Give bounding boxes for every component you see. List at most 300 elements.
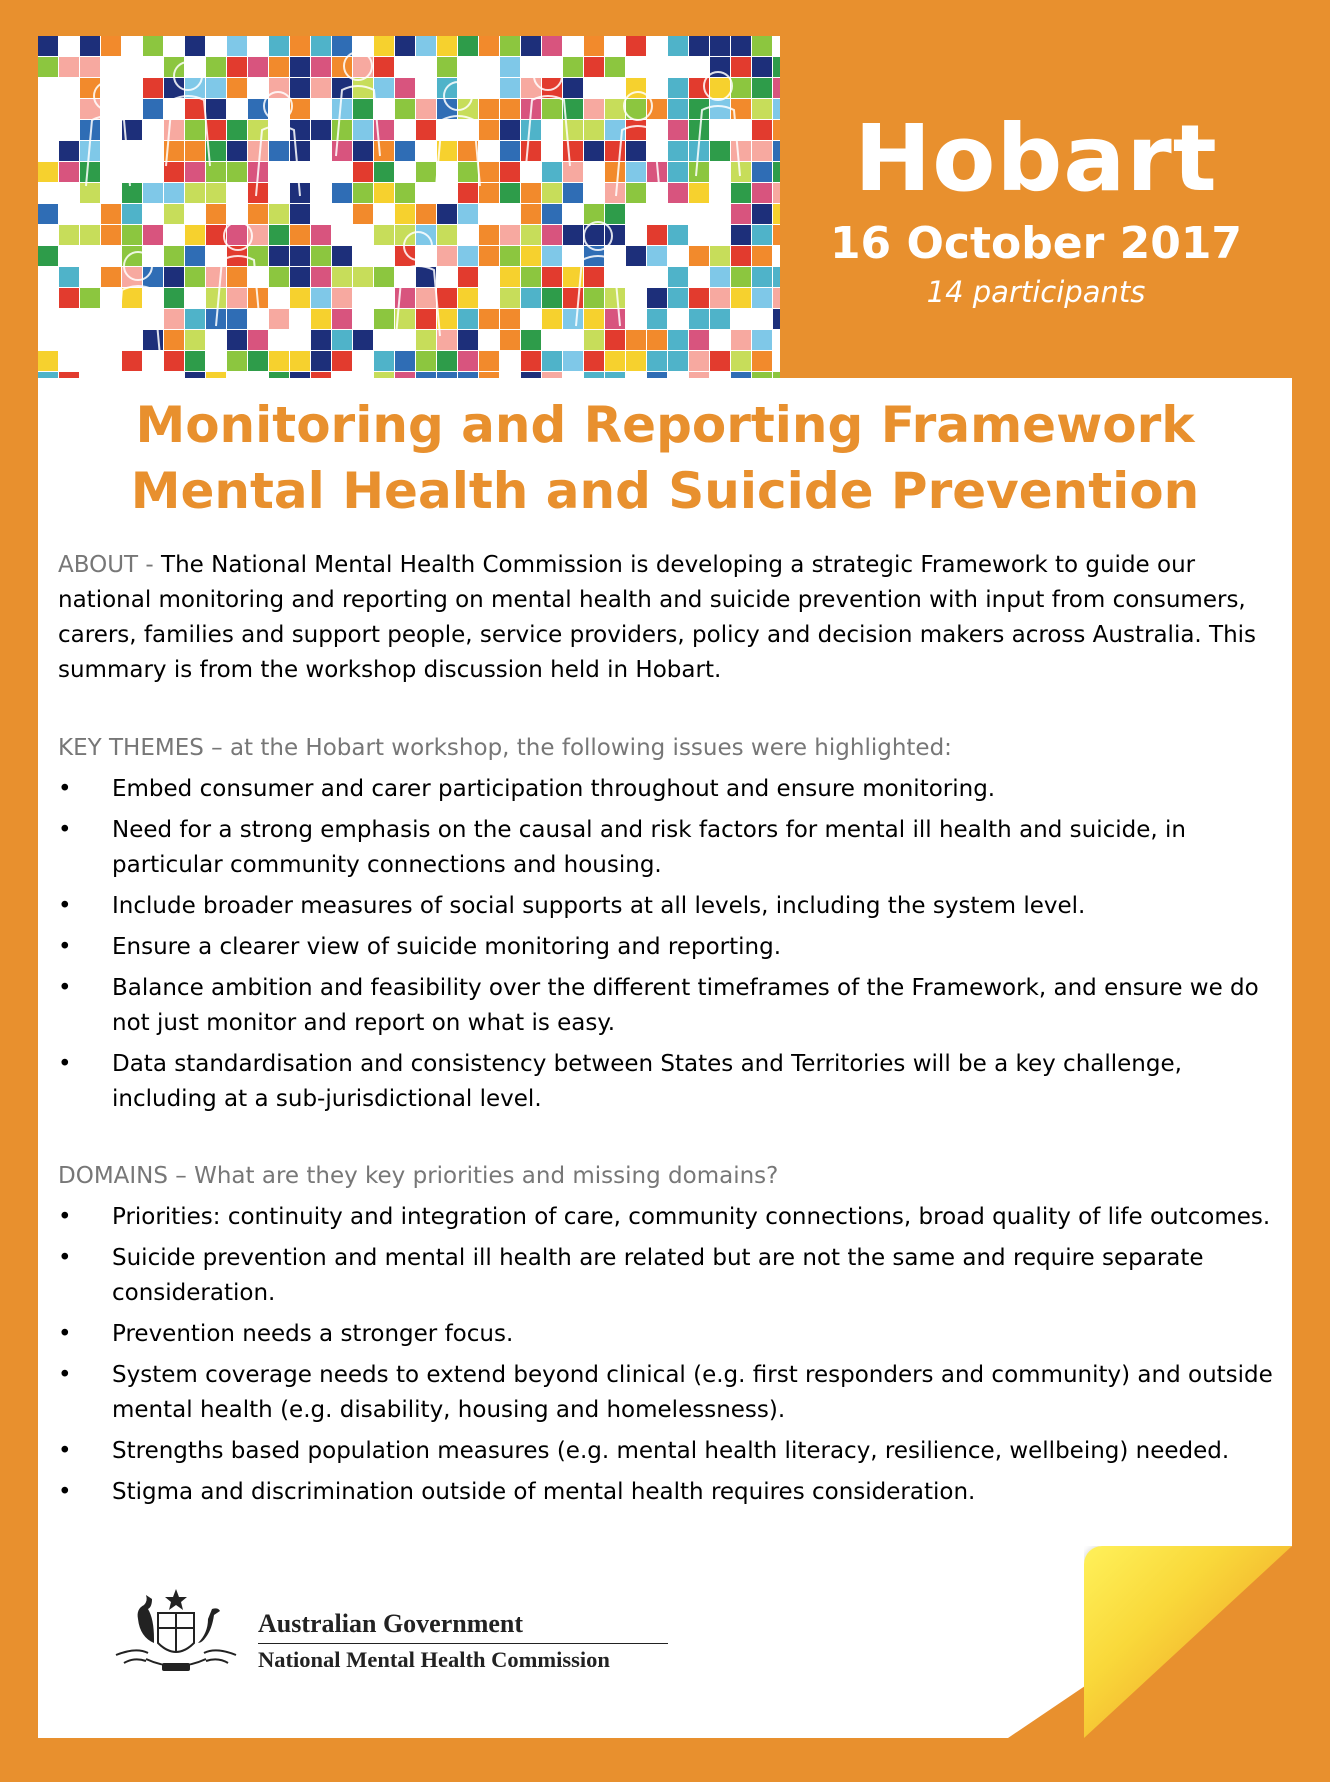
mosaic-tile (668, 351, 688, 371)
mosaic-tile (269, 36, 289, 56)
mosaic-tile (122, 288, 142, 308)
mosaic-tile (521, 162, 541, 182)
mosaic-tile (227, 309, 247, 329)
city-name: Hobart (854, 105, 1218, 212)
mosaic-tile (479, 330, 499, 350)
mosaic-tile (689, 267, 709, 287)
mosaic-tile (437, 372, 457, 378)
mosaic-tile (416, 57, 436, 77)
mosaic-tile (374, 162, 394, 182)
mosaic-tile (584, 141, 604, 161)
mosaic-tile (752, 162, 772, 182)
mosaic-tile (122, 141, 142, 161)
mosaic-tile (122, 330, 142, 350)
list-item: • Balance ambition and feasibility over the different timeframes of the Framework, and ensure we do not just monitor and report on what is easy. (58, 971, 1280, 1041)
mosaic-tile (437, 351, 457, 371)
mosaic-tile (248, 267, 268, 287)
mosaic-tile (353, 204, 373, 224)
mosaic-tile (164, 183, 184, 203)
mosaic-tile (542, 225, 562, 245)
mosaic-tile (206, 330, 226, 350)
mosaic-tile (248, 36, 268, 56)
mosaic-tile (542, 309, 562, 329)
mosaic-tile (647, 204, 667, 224)
mosaic-tile (647, 267, 667, 287)
mosaic-tile (563, 204, 583, 224)
mosaic-tile (269, 225, 289, 245)
mosaic-tile (521, 372, 541, 378)
mosaic-tile (59, 141, 79, 161)
mosaic-tile (269, 183, 289, 203)
list-item: • Prevention needs a stronger focus. (58, 1317, 1280, 1352)
mosaic-tile (773, 78, 780, 98)
mosaic-tile (416, 99, 436, 119)
mosaic-tile (689, 372, 709, 378)
mosaic-tile (38, 309, 58, 329)
mosaic-tile (395, 99, 415, 119)
mosaic-tile (731, 162, 751, 182)
mosaic-tile (752, 57, 772, 77)
mosaic-tile (269, 330, 289, 350)
mosaic-tile (269, 204, 289, 224)
mosaic-tile (773, 267, 780, 287)
mosaic-tile (689, 330, 709, 350)
mosaic-tile (752, 288, 772, 308)
mosaic-tile (311, 162, 331, 182)
mosaic-tile (752, 141, 772, 161)
mosaic-tile (542, 120, 562, 140)
mosaic-tile (500, 183, 520, 203)
mosaic-tile (542, 78, 562, 98)
mosaic-tile (563, 351, 583, 371)
mosaic-tile (227, 99, 247, 119)
mosaic-tile (416, 309, 436, 329)
mosaic-tile (164, 267, 184, 287)
list-item: • Ensure a clearer view of suicide monitoring and reporting. (58, 930, 1280, 965)
mosaic-tile (710, 36, 730, 56)
mosaic-tile (332, 267, 352, 287)
mosaic-tile (332, 183, 352, 203)
mosaic-tile (38, 225, 58, 245)
mosaic-tile (710, 162, 730, 182)
mosaic-tile (101, 204, 121, 224)
mosaic-tile (248, 246, 268, 266)
mosaic-tile (206, 57, 226, 77)
mosaic-tile (353, 141, 373, 161)
mosaic-tile (668, 141, 688, 161)
mosaic-tile (80, 288, 100, 308)
mosaic-tile (332, 204, 352, 224)
mosaic-tile (710, 351, 730, 371)
mosaic-tile (227, 288, 247, 308)
mosaic-tile (269, 288, 289, 308)
mosaic-tile (101, 351, 121, 371)
mosaic-tile (500, 78, 520, 98)
mosaic-tile (458, 288, 478, 308)
title-line-1: Monitoring and Reporting Framework (135, 396, 1195, 454)
mosaic-tile (38, 99, 58, 119)
mosaic-tile (227, 204, 247, 224)
government-name: Australian Government (258, 1609, 524, 1638)
mosaic-tile (647, 288, 667, 308)
mosaic-tile (584, 288, 604, 308)
mosaic-tile (626, 225, 646, 245)
mosaic-tile (458, 309, 478, 329)
mosaic-tile (122, 225, 142, 245)
mosaic-tile (290, 36, 310, 56)
mosaic-tile (542, 99, 562, 119)
mosaic-tile (773, 225, 780, 245)
list-item: • Data standardisation and consistency between States and Territories will be a key challenge, including at a sub-jurisdictional level. (58, 1047, 1280, 1117)
mosaic-tile (143, 162, 163, 182)
mosaic-tile (311, 309, 331, 329)
mosaic-tile (731, 120, 751, 140)
mosaic-tile (101, 246, 121, 266)
domains-heading: DOMAINS – What are they key priorities and missing domains? (58, 1163, 779, 1189)
mosaic-tile (668, 330, 688, 350)
mosaic-tile (500, 267, 520, 287)
mosaic-tile (185, 36, 205, 56)
mosaic-tile (248, 204, 268, 224)
mosaic-tile (416, 372, 436, 378)
mosaic-tile (584, 162, 604, 182)
mosaic-tile (269, 309, 289, 329)
mosaic-tile (416, 78, 436, 98)
government-logo (106, 1583, 666, 1679)
mosaic-tile (374, 183, 394, 203)
mosaic-tile (626, 36, 646, 56)
mosaic-tile (773, 309, 780, 329)
mosaic-tile (479, 141, 499, 161)
mosaic-tile (206, 183, 226, 203)
mosaic-tile (668, 162, 688, 182)
mosaic-tile (311, 204, 331, 224)
list-item: • Suicide prevention and mental ill health are related but are not the same and require separate consideration. (58, 1241, 1280, 1311)
mosaic-tile (311, 372, 331, 378)
mosaic-tile (227, 162, 247, 182)
mosaic-tile (248, 141, 268, 161)
mosaic-tile (731, 267, 751, 287)
mosaic-tile (647, 36, 667, 56)
mosaic-tile (290, 141, 310, 161)
mosaic-tile (80, 36, 100, 56)
mosaic-tile (269, 141, 289, 161)
mosaic-tile (38, 36, 58, 56)
mosaic-tile (353, 246, 373, 266)
mosaic-tile (521, 120, 541, 140)
mosaic-tile (290, 99, 310, 119)
mosaic-tile (710, 204, 730, 224)
mosaic-tile (59, 288, 79, 308)
mosaic-tile (395, 330, 415, 350)
mosaic-tile (458, 141, 478, 161)
mosaic-tile (38, 141, 58, 161)
mosaic-tile (458, 204, 478, 224)
mosaic-tile (458, 78, 478, 98)
mosaic-tile (752, 78, 772, 98)
mosaic-tile (437, 246, 457, 266)
mosaic-tile (143, 57, 163, 77)
mosaic-tile (416, 36, 436, 56)
mosaic-tile (626, 372, 646, 378)
mosaic-tile (185, 120, 205, 140)
mosaic-tile (185, 162, 205, 182)
mosaic-tile (773, 183, 780, 203)
mosaic-tile (437, 162, 457, 182)
mosaic-tile (416, 330, 436, 350)
mosaic-tile (626, 309, 646, 329)
mosaic-tile (227, 78, 247, 98)
mosaic-tile (290, 267, 310, 287)
mosaic-tile (605, 57, 625, 77)
mosaic-tile (332, 162, 352, 182)
mosaic-tile (416, 288, 436, 308)
mosaic-tile (773, 36, 780, 56)
mosaic-tile (164, 120, 184, 140)
mosaic-tile (206, 36, 226, 56)
mosaic-tile (374, 225, 394, 245)
mosaic-tile (710, 309, 730, 329)
mosaic-tile (206, 288, 226, 308)
mosaic-tile (563, 183, 583, 203)
mosaic-tile (668, 225, 688, 245)
mosaic-tile (395, 141, 415, 161)
mosaic-tile (101, 162, 121, 182)
mosaic-tile (248, 351, 268, 371)
list-item: • System coverage needs to extend beyond clinical (e.g. first responders and community) and outside mental health (e.g. disability, housing and homelessness). (58, 1358, 1280, 1428)
mosaic-tile (605, 330, 625, 350)
mosaic-tile (269, 57, 289, 77)
mosaic-tile (395, 78, 415, 98)
mosaic-tile (731, 330, 751, 350)
mosaic-tile (122, 57, 142, 77)
mosaic-tile (521, 141, 541, 161)
mosaic-tile (458, 57, 478, 77)
mosaic-tile (437, 288, 457, 308)
mosaic-tile (59, 162, 79, 182)
mosaic-tile (101, 57, 121, 77)
about-separator: - (138, 552, 162, 578)
mosaic-tile (122, 78, 142, 98)
mosaic-tile (248, 372, 268, 378)
mosaic-tile (731, 288, 751, 308)
mosaic-tile (605, 141, 625, 161)
mosaic-tile (227, 36, 247, 56)
mosaic-tile (227, 141, 247, 161)
mosaic-tile (479, 183, 499, 203)
mosaic-tile (248, 57, 268, 77)
mosaic-tile (773, 330, 780, 350)
header-info (780, 36, 1292, 378)
mosaic-tile (59, 351, 79, 371)
mosaic-tile (80, 162, 100, 182)
mosaic-tile (290, 372, 310, 378)
mosaic-tile (626, 183, 646, 203)
mosaic-tile (38, 246, 58, 266)
mosaic-tile (395, 120, 415, 140)
mosaic-tile (122, 309, 142, 329)
mosaic-tile (752, 120, 772, 140)
mosaic-tile (101, 36, 121, 56)
mosaic-tile (731, 372, 751, 378)
mosaic-tile (500, 120, 520, 140)
mosaic-tile (521, 351, 541, 371)
mosaic-tile (542, 372, 562, 378)
mosaic-tile (479, 204, 499, 224)
mosaic-tile (458, 162, 478, 182)
mosaic-tile (248, 120, 268, 140)
mosaic-tile (122, 372, 142, 378)
mosaic-tile (80, 267, 100, 287)
mosaic-tile (626, 57, 646, 77)
mosaic-tile (59, 372, 79, 378)
mosaic-tile (80, 99, 100, 119)
mosaic-tile (752, 372, 772, 378)
mosaic-tile (542, 204, 562, 224)
list-item: • Stigma and discrimination outside of mental health requires consideration. (58, 1475, 1280, 1510)
mosaic-tile (122, 204, 142, 224)
mosaic-tile (353, 330, 373, 350)
mosaic-tile (773, 57, 780, 77)
mosaic-tile (647, 78, 667, 98)
mosaic-tile (164, 204, 184, 224)
mosaic-tile (752, 246, 772, 266)
mosaic-tile (563, 330, 583, 350)
mosaic-tile (542, 162, 562, 182)
mosaic-tile (332, 141, 352, 161)
mosaic-tile (605, 288, 625, 308)
mosaic-tile (605, 372, 625, 378)
mosaic-tile (479, 372, 499, 378)
mosaic-tile (521, 246, 541, 266)
mosaic-tile (143, 120, 163, 140)
mosaic-tile (227, 372, 247, 378)
mosaic-tile (626, 120, 646, 140)
mosaic-tile (731, 225, 751, 245)
mosaic-tile (143, 36, 163, 56)
mosaic-tile (353, 351, 373, 371)
mosaic-tile (206, 225, 226, 245)
mosaic-tile (59, 204, 79, 224)
mosaic-tile (311, 288, 331, 308)
mosaic-tile (731, 57, 751, 77)
key-themes-list (58, 772, 1280, 1117)
mosaic-tile (395, 204, 415, 224)
mosaic-tile (458, 330, 478, 350)
mosaic-tile (206, 351, 226, 371)
mosaic-tile (164, 372, 184, 378)
mosaic-tile (38, 120, 58, 140)
mosaic-tile (542, 183, 562, 203)
mosaic-tile (59, 246, 79, 266)
mosaic-tile (332, 309, 352, 329)
mosaic-tile (710, 183, 730, 203)
mosaic-tile (185, 225, 205, 245)
mosaic-tile (164, 36, 184, 56)
mosaic-tile (563, 36, 583, 56)
mosaic-tile (689, 351, 709, 371)
mosaic-tile (437, 267, 457, 287)
mosaic-tile (752, 36, 772, 56)
mosaic-tile (143, 141, 163, 161)
mosaic-tile (752, 309, 772, 329)
mosaic-tile (101, 372, 121, 378)
mosaic-tile (710, 267, 730, 287)
mosaic-tile (710, 225, 730, 245)
mosaic-tile (353, 225, 373, 245)
mosaic-tile (185, 141, 205, 161)
mosaic-tile (353, 99, 373, 119)
mosaic-tile (38, 288, 58, 308)
mosaic-tile (311, 141, 331, 161)
mosaic-tile (773, 288, 780, 308)
mosaic-tile (122, 183, 142, 203)
mosaic-tile (500, 330, 520, 350)
mosaic-tile (38, 330, 58, 350)
mosaic-tile (521, 267, 541, 287)
mosaic-tile (500, 351, 520, 371)
mosaic-tile (269, 267, 289, 287)
mosaic-tile (773, 120, 780, 140)
mosaic-tile (584, 204, 604, 224)
mosaic-tile (647, 351, 667, 371)
mosaic-tile (437, 204, 457, 224)
mosaic-tile (164, 225, 184, 245)
mosaic-tile (479, 78, 499, 98)
mosaic-tile (563, 57, 583, 77)
mosaic-tile (38, 351, 58, 371)
mosaic-tile (584, 120, 604, 140)
mosaic-tile (38, 372, 58, 378)
mosaic-tile (143, 183, 163, 203)
mosaic-tile (164, 99, 184, 119)
mosaic-tile (374, 78, 394, 98)
mosaic-tile (521, 288, 541, 308)
mosaic-tile (563, 372, 583, 378)
mosaic-tile (752, 225, 772, 245)
mosaic-tile (332, 372, 352, 378)
mosaic-tile (689, 309, 709, 329)
mosaic-tile (605, 183, 625, 203)
mosaic-tile (647, 183, 667, 203)
mosaic-tile (101, 78, 121, 98)
mosaic-tile (185, 288, 205, 308)
mosaic-tile (227, 120, 247, 140)
mosaic-tile (353, 372, 373, 378)
mosaic-tile (626, 330, 646, 350)
mosaic-tile (710, 330, 730, 350)
mosaic-tile (122, 162, 142, 182)
mosaic-tile (80, 183, 100, 203)
mosaic-tile (290, 162, 310, 182)
mosaic-tile (101, 225, 121, 245)
mosaic-tile (143, 372, 163, 378)
mosaic-tile (521, 309, 541, 329)
mosaic-tile (479, 309, 499, 329)
mosaic-tile (353, 120, 373, 140)
mosaic-tile (752, 99, 772, 119)
mosaic-tile (80, 330, 100, 350)
mosaic-tile (80, 309, 100, 329)
mosaic-tile (647, 57, 667, 77)
coat-of-arms-icon (106, 1583, 246, 1679)
mosaic-tile (206, 120, 226, 140)
mosaic-tile (458, 225, 478, 245)
mosaic-tile (479, 351, 499, 371)
mosaic-tile (626, 267, 646, 287)
mosaic-tile (752, 330, 772, 350)
mosaic-tile (752, 351, 772, 371)
